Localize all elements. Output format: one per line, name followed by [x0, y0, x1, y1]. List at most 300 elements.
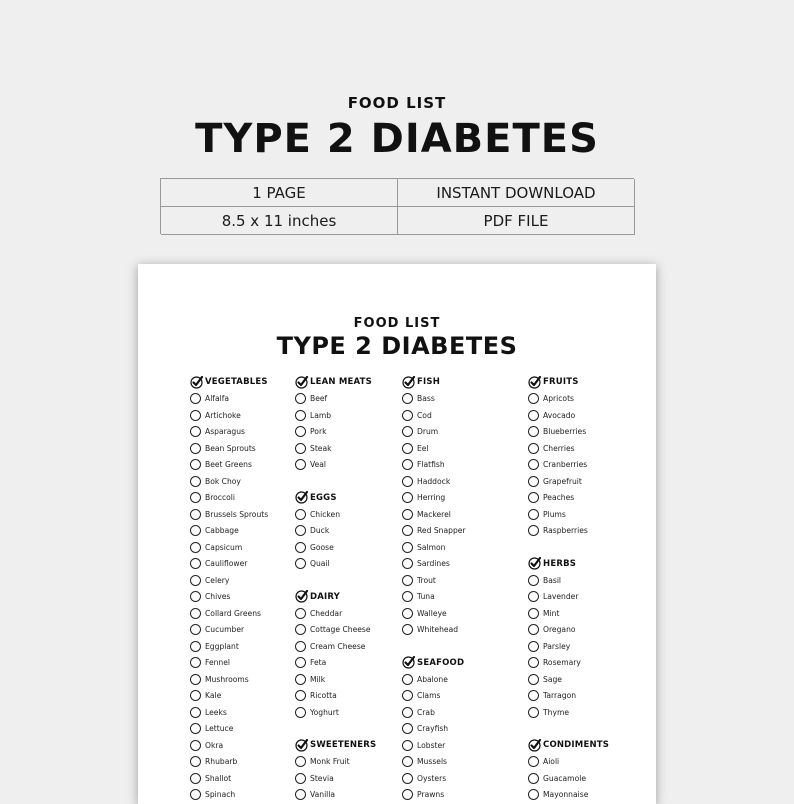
empty-checkbox-icon: [402, 690, 413, 701]
food-item-label: Fennel: [205, 658, 231, 668]
category-heading: [402, 374, 466, 391]
empty-checkbox-icon: [190, 723, 201, 734]
food-item: [528, 704, 609, 721]
food-item-label: Cucumber: [205, 625, 245, 635]
category-label: SWEETENERS: [310, 740, 377, 751]
food-item-label: Tuna: [417, 592, 435, 602]
food-item: [190, 589, 268, 606]
food-item: [295, 754, 376, 771]
category-label: EGGS: [310, 492, 337, 503]
food-column-3: [402, 374, 466, 803]
food-item: [528, 473, 609, 490]
food-item-label: Herring: [417, 493, 446, 503]
food-item: [190, 638, 268, 655]
checked-circle-icon: [295, 491, 308, 504]
food-item: [402, 754, 466, 771]
empty-checkbox-icon: [190, 608, 201, 619]
food-item-label: Apricots: [543, 394, 575, 404]
food-item: [402, 770, 466, 787]
empty-checkbox-icon: [402, 674, 413, 685]
food-item: [190, 490, 268, 507]
header-subtitle: FOOD LIST: [347, 94, 447, 112]
category-label: LEAN MEATS: [310, 377, 372, 388]
food-item: [190, 787, 268, 804]
food-column-2: [295, 374, 376, 803]
empty-checkbox-icon: [295, 773, 306, 784]
food-item-label: Leeks: [205, 707, 227, 717]
food-item: [528, 754, 609, 771]
empty-checkbox-icon: [295, 624, 306, 635]
food-item: [190, 622, 268, 639]
empty-checkbox-icon: [190, 443, 201, 454]
empty-checkbox-icon: [528, 657, 539, 668]
food-item: [295, 770, 376, 787]
category-spacer: [402, 638, 466, 655]
food-item-label: Brussels Sprouts: [205, 509, 269, 519]
empty-checkbox-icon: [528, 426, 539, 437]
empty-checkbox-icon: [402, 773, 413, 784]
food-item-label: Prawns: [417, 790, 445, 800]
checked-circle-icon: [402, 656, 415, 669]
food-item: [402, 490, 466, 507]
empty-checkbox-icon: [402, 476, 413, 487]
empty-checkbox-icon: [190, 393, 201, 404]
empty-checkbox-icon: [295, 657, 306, 668]
food-item-label: Beet Greens: [205, 460, 252, 470]
category-heading: [295, 374, 376, 391]
food-item: [402, 523, 466, 540]
food-item: [402, 721, 466, 738]
food-item-label: Walleye: [417, 608, 447, 618]
empty-checkbox-icon: [190, 773, 201, 784]
header-title: TYPE 2 DIABETES: [195, 116, 599, 162]
empty-checkbox-icon: [402, 393, 413, 404]
sheet-subtitle: FOOD LIST: [353, 316, 441, 331]
empty-checkbox-icon: [402, 410, 413, 421]
empty-checkbox-icon: [528, 575, 539, 586]
food-item-label: Red Snapper: [417, 526, 466, 536]
food-item-label: Raspberries: [543, 526, 588, 536]
document-preview: [138, 264, 656, 804]
food-item: [190, 671, 268, 688]
food-item-label: Cranberries: [543, 460, 588, 470]
food-item-label: Drum: [417, 427, 439, 437]
food-item-label: Cabbage: [205, 526, 239, 536]
food-item-label: Feta: [310, 658, 327, 668]
empty-checkbox-icon: [190, 542, 201, 553]
food-item: [528, 622, 609, 639]
food-item: [190, 605, 268, 622]
empty-checkbox-icon: [528, 492, 539, 503]
empty-checkbox-icon: [402, 591, 413, 602]
empty-checkbox-icon: [295, 393, 306, 404]
food-item-label: Yoghurt: [310, 707, 339, 717]
food-item: [295, 407, 376, 424]
food-item-label: Trout: [417, 575, 436, 585]
food-item-label: Whitehead: [417, 625, 459, 635]
food-item-label: Sardines: [417, 559, 450, 569]
checked-circle-icon: [528, 557, 541, 570]
food-item-label: Broccoli: [205, 493, 236, 503]
food-column-4: [528, 374, 609, 803]
empty-checkbox-icon: [528, 443, 539, 454]
food-item-label: Flatfish: [417, 460, 445, 470]
empty-checkbox-icon: [190, 426, 201, 437]
food-item: [190, 473, 268, 490]
food-item-label: Shallot: [205, 773, 232, 783]
empty-checkbox-icon: [190, 558, 201, 569]
food-item-label: Avocado: [543, 410, 576, 420]
empty-checkbox-icon: [402, 723, 413, 734]
food-item: [528, 424, 609, 441]
food-item: [402, 704, 466, 721]
category-heading: [402, 655, 466, 672]
food-item: [190, 407, 268, 424]
category-spacer: [295, 721, 376, 738]
checked-circle-icon: [295, 739, 308, 752]
food-item: [528, 638, 609, 655]
food-item-label: Cottage Cheese: [310, 625, 371, 635]
food-item-label: Beef: [310, 394, 328, 404]
food-item-label: Guacamole: [543, 773, 587, 783]
food-item-label: Cream Cheese: [310, 641, 366, 651]
food-item-label: Asparagus: [205, 427, 245, 437]
food-item-label: Bean Sprouts: [205, 443, 256, 453]
empty-checkbox-icon: [528, 476, 539, 487]
food-item: [190, 457, 268, 474]
food-item: [528, 407, 609, 424]
food-item-label: Sage: [543, 674, 562, 684]
food-item: [402, 688, 466, 705]
food-item-label: Collard Greens: [205, 608, 261, 618]
food-item: [402, 787, 466, 804]
category-heading: [295, 589, 376, 606]
food-item-label: Mackerel: [417, 509, 451, 519]
food-item: [528, 440, 609, 457]
category-spacer: [528, 721, 609, 738]
info-table: [160, 178, 634, 234]
empty-checkbox-icon: [190, 459, 201, 470]
category-label: VEGETABLES: [205, 377, 268, 388]
food-item: [402, 589, 466, 606]
empty-checkbox-icon: [528, 608, 539, 619]
empty-checkbox-icon: [402, 624, 413, 635]
category-spacer: [295, 572, 376, 589]
food-item: [295, 556, 376, 573]
empty-checkbox-icon: [295, 509, 306, 520]
food-item: [190, 556, 268, 573]
empty-checkbox-icon: [295, 756, 306, 767]
food-item-label: Cheddar: [310, 608, 343, 618]
food-item: [295, 622, 376, 639]
empty-checkbox-icon: [528, 690, 539, 701]
empty-checkbox-icon: [295, 410, 306, 421]
food-item-label: Bok Choy: [205, 476, 241, 486]
food-item-label: Cauliflower: [205, 559, 248, 569]
food-item-label: Vanilla: [310, 790, 336, 800]
food-item: [190, 704, 268, 721]
empty-checkbox-icon: [402, 740, 413, 751]
empty-checkbox-icon: [402, 707, 413, 718]
empty-checkbox-icon: [402, 542, 413, 553]
food-item: [528, 490, 609, 507]
empty-checkbox-icon: [402, 756, 413, 767]
food-item-label: Bass: [417, 394, 435, 404]
food-item: [402, 671, 466, 688]
category-spacer: [295, 473, 376, 490]
food-item: [295, 391, 376, 408]
food-item-label: Lettuce: [205, 724, 234, 734]
empty-checkbox-icon: [295, 608, 306, 619]
food-item-label: Celery: [205, 575, 230, 585]
empty-checkbox-icon: [402, 492, 413, 503]
food-item: [295, 424, 376, 441]
empty-checkbox-icon: [402, 575, 413, 586]
category-label: HERBS: [543, 558, 577, 569]
empty-checkbox-icon: [402, 525, 413, 536]
food-item-label: Rhubarb: [205, 757, 238, 767]
food-item-label: Lavender: [543, 592, 579, 602]
food-item-label: Cherries: [543, 443, 575, 453]
food-item: [402, 457, 466, 474]
checked-circle-icon: [402, 376, 415, 389]
food-item: [402, 572, 466, 589]
food-item: [402, 407, 466, 424]
food-item: [528, 770, 609, 787]
category-heading: [528, 374, 609, 391]
food-item-label: Basil: [543, 575, 562, 585]
food-item: [528, 787, 609, 804]
food-item: [528, 457, 609, 474]
food-item: [190, 572, 268, 589]
food-item-label: Capsicum: [205, 542, 243, 552]
food-item: [528, 391, 609, 408]
category-spacer: [528, 539, 609, 556]
food-item: [295, 440, 376, 457]
food-item: [402, 424, 466, 441]
food-item: [528, 655, 609, 672]
food-item-label: Oregano: [543, 625, 576, 635]
food-item-label: Ricotta: [310, 691, 337, 701]
category-heading: [295, 490, 376, 507]
empty-checkbox-icon: [190, 509, 201, 520]
food-item: [190, 737, 268, 754]
food-item: [190, 539, 268, 556]
food-item-label: Quail: [310, 559, 330, 569]
food-item: [295, 506, 376, 523]
food-item: [528, 506, 609, 523]
empty-checkbox-icon: [190, 707, 201, 718]
empty-checkbox-icon: [295, 789, 306, 800]
food-item: [190, 523, 268, 540]
empty-checkbox-icon: [528, 674, 539, 685]
empty-checkbox-icon: [402, 558, 413, 569]
food-item: [402, 391, 466, 408]
food-item-label: Clams: [417, 691, 441, 701]
food-item: [295, 787, 376, 804]
food-item: [402, 440, 466, 457]
food-item-label: Artichoke: [205, 410, 241, 420]
food-item-label: Pork: [310, 427, 327, 437]
category-heading: [528, 556, 609, 573]
empty-checkbox-icon: [190, 674, 201, 685]
food-item-label: Stevia: [310, 773, 334, 783]
food-item: [295, 638, 376, 655]
checked-circle-icon: [295, 376, 308, 389]
empty-checkbox-icon: [528, 773, 539, 784]
food-item-label: Goose: [310, 542, 334, 552]
food-item-label: Thyme: [543, 707, 570, 717]
empty-checkbox-icon: [295, 674, 306, 685]
food-item: [295, 671, 376, 688]
category-label: SEAFOOD: [417, 657, 465, 668]
food-item: [295, 688, 376, 705]
empty-checkbox-icon: [528, 641, 539, 652]
food-item-label: Mushrooms: [205, 674, 249, 684]
empty-checkbox-icon: [295, 443, 306, 454]
food-item-label: Chicken: [310, 509, 341, 519]
empty-checkbox-icon: [295, 426, 306, 437]
checked-circle-icon: [528, 739, 541, 752]
food-item-label: Chives: [205, 592, 231, 602]
empty-checkbox-icon: [295, 525, 306, 536]
food-item-label: Rosemary: [543, 658, 581, 668]
food-item: [190, 770, 268, 787]
food-item: [190, 424, 268, 441]
empty-checkbox-icon: [190, 624, 201, 635]
food-item-label: Peaches: [543, 493, 575, 503]
food-item-label: Lobster: [417, 740, 446, 750]
food-item-label: Crab: [417, 707, 435, 717]
food-item-label: Okra: [205, 740, 224, 750]
food-item: [402, 539, 466, 556]
food-item-label: Veal: [310, 460, 327, 470]
empty-checkbox-icon: [402, 426, 413, 437]
food-item: [190, 655, 268, 672]
empty-checkbox-icon: [190, 641, 201, 652]
food-item-label: Oysters: [417, 773, 447, 783]
info-download: INSTANT DOWNLOAD: [398, 179, 635, 207]
food-item-label: Tarragon: [543, 691, 577, 701]
food-item: [528, 671, 609, 688]
empty-checkbox-icon: [528, 525, 539, 536]
category-heading: [528, 737, 609, 754]
empty-checkbox-icon: [295, 558, 306, 569]
food-item-label: Mint: [543, 608, 560, 618]
category-label: FRUITS: [543, 377, 579, 388]
empty-checkbox-icon: [190, 657, 201, 668]
food-item-label: Eggplant: [205, 641, 239, 651]
empty-checkbox-icon: [190, 410, 201, 421]
empty-checkbox-icon: [528, 393, 539, 404]
food-item-label: Kale: [205, 691, 222, 701]
food-item: [528, 688, 609, 705]
food-item-label: Lamb: [310, 410, 332, 420]
food-item-label: Spinach: [205, 790, 236, 800]
food-item: [190, 391, 268, 408]
empty-checkbox-icon: [295, 542, 306, 553]
empty-checkbox-icon: [190, 591, 201, 602]
food-item: [402, 556, 466, 573]
empty-checkbox-icon: [402, 509, 413, 520]
empty-checkbox-icon: [402, 459, 413, 470]
food-item-label: Blueberries: [543, 427, 587, 437]
empty-checkbox-icon: [190, 575, 201, 586]
food-item-label: Salmon: [417, 542, 446, 552]
category-label: CONDIMENTS: [543, 740, 610, 751]
food-item: [295, 539, 376, 556]
category-label: DAIRY: [310, 591, 341, 602]
food-item-label: Steak: [310, 443, 332, 453]
food-item: [402, 473, 466, 490]
food-item-label: Cod: [417, 410, 432, 420]
empty-checkbox-icon: [190, 756, 201, 767]
food-item: [190, 688, 268, 705]
food-item-label: Eel: [417, 443, 429, 453]
food-item: [190, 506, 268, 523]
food-item-label: Alfalfa: [205, 394, 230, 404]
food-item: [528, 605, 609, 622]
info-format: PDF FILE: [398, 207, 635, 235]
food-item-label: Milk: [310, 674, 326, 684]
empty-checkbox-icon: [190, 476, 201, 487]
food-item: [295, 523, 376, 540]
food-item: [528, 589, 609, 606]
checked-circle-icon: [190, 376, 203, 389]
food-item: [190, 440, 268, 457]
food-item: [402, 622, 466, 639]
food-item: [295, 605, 376, 622]
empty-checkbox-icon: [402, 789, 413, 800]
food-item: [402, 737, 466, 754]
checked-circle-icon: [295, 590, 308, 603]
empty-checkbox-icon: [190, 525, 201, 536]
food-item-label: Parsley: [543, 641, 571, 651]
food-item-label: Grapefruit: [543, 476, 582, 486]
food-item: [295, 457, 376, 474]
empty-checkbox-icon: [295, 641, 306, 652]
empty-checkbox-icon: [528, 624, 539, 635]
food-column-1: [190, 374, 268, 803]
category-heading: [190, 374, 268, 391]
empty-checkbox-icon: [190, 789, 201, 800]
food-item-label: Mussels: [417, 757, 448, 767]
food-item-label: Mayonnaise: [543, 790, 589, 800]
food-item: [295, 704, 376, 721]
food-item-label: Duck: [310, 526, 330, 536]
empty-checkbox-icon: [295, 690, 306, 701]
empty-checkbox-icon: [190, 740, 201, 751]
empty-checkbox-icon: [190, 690, 201, 701]
empty-checkbox-icon: [528, 591, 539, 602]
food-item: [402, 605, 466, 622]
food-item: [190, 754, 268, 771]
empty-checkbox-icon: [528, 756, 539, 767]
food-item: [528, 572, 609, 589]
sheet-title: TYPE 2 DIABETES: [276, 332, 518, 360]
empty-checkbox-icon: [528, 707, 539, 718]
food-item-label: Plums: [543, 509, 566, 519]
food-item-label: Haddock: [417, 476, 451, 486]
empty-checkbox-icon: [528, 789, 539, 800]
empty-checkbox-icon: [528, 410, 539, 421]
category-label: FISH: [417, 377, 441, 388]
food-item-label: Abalone: [417, 674, 448, 684]
category-heading: [295, 737, 376, 754]
food-item-label: Crayfish: [417, 724, 449, 734]
empty-checkbox-icon: [528, 459, 539, 470]
empty-checkbox-icon: [295, 707, 306, 718]
